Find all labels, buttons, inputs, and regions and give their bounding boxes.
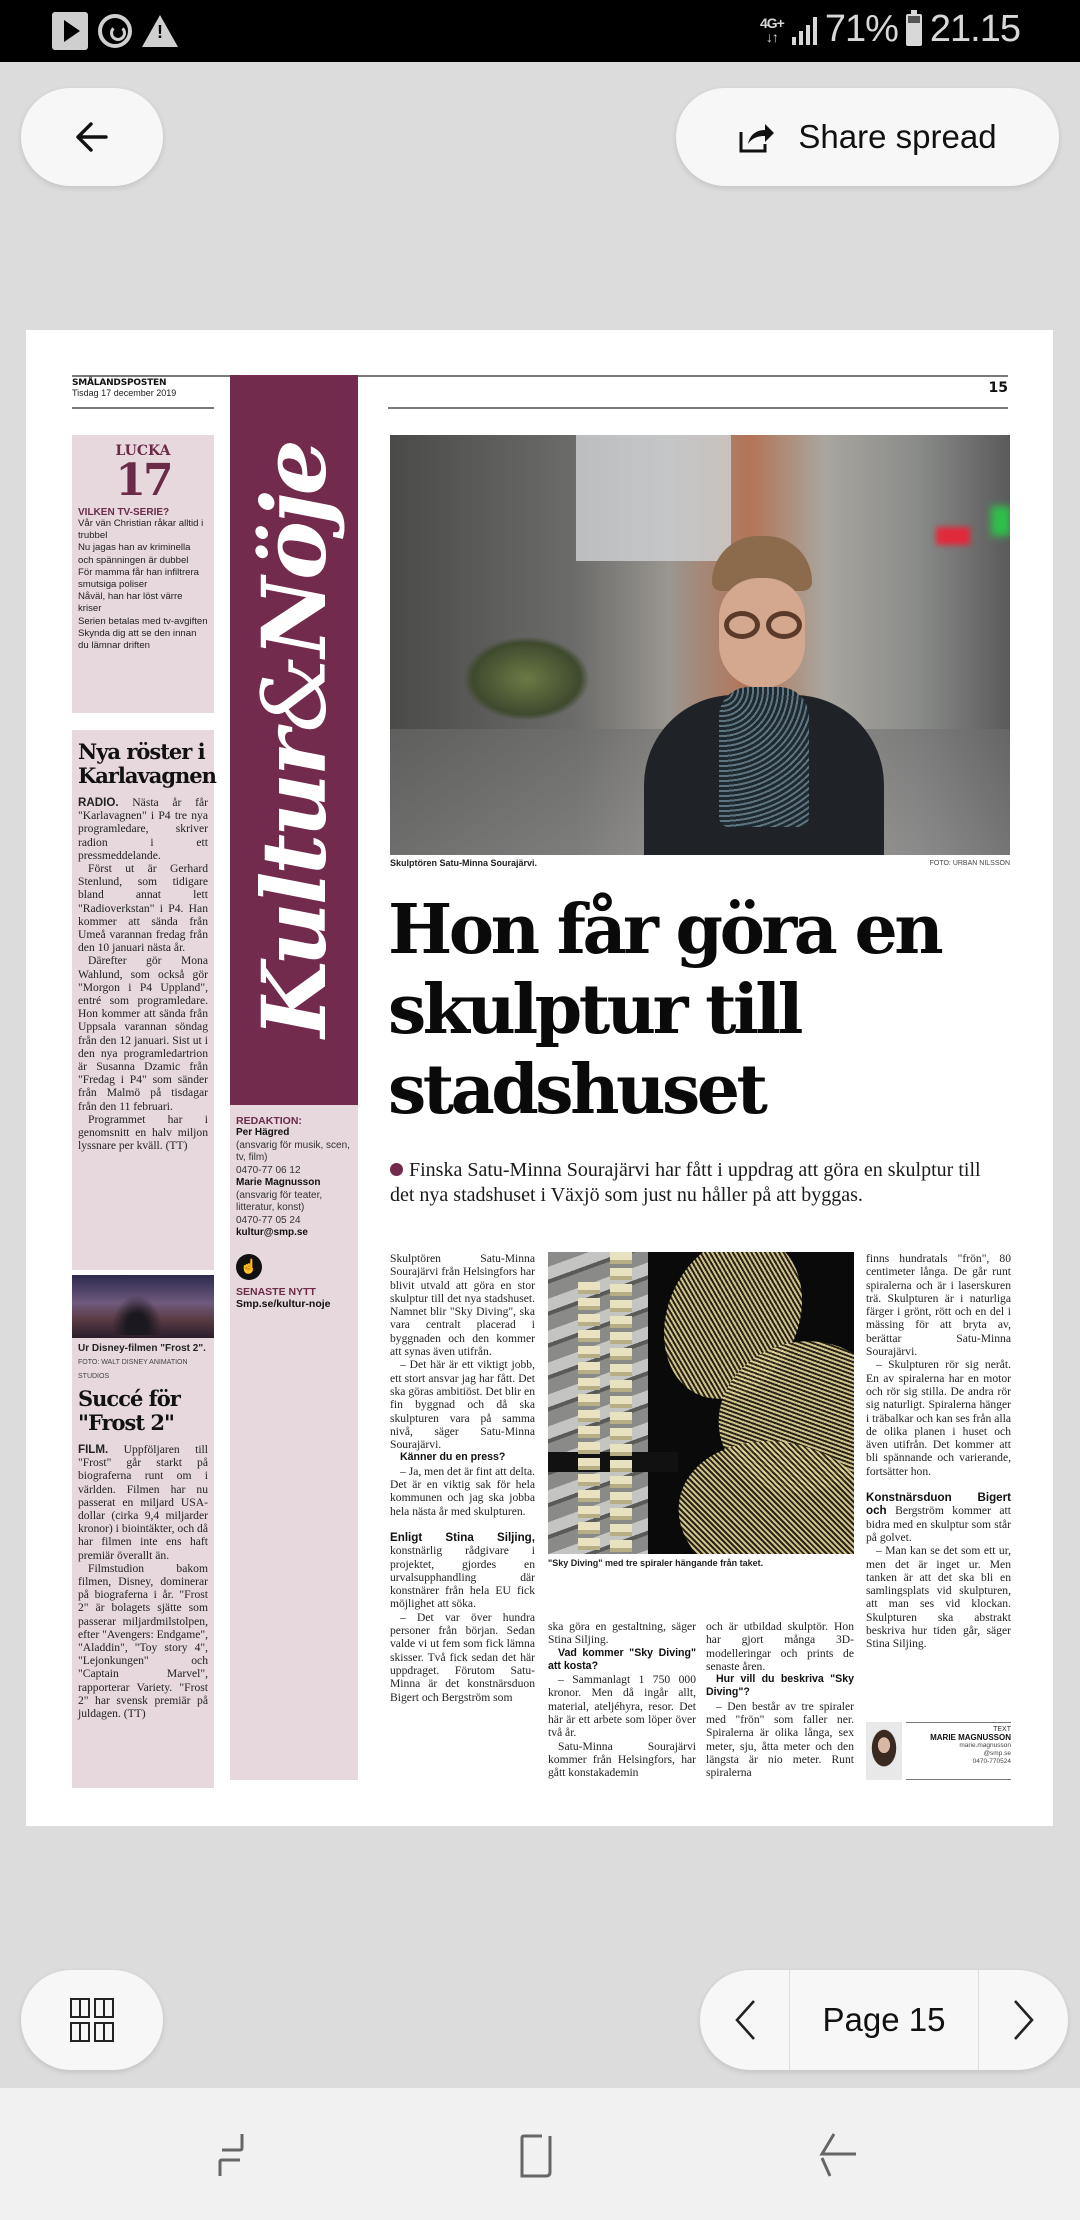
paragraph-gap (390, 1518, 535, 1531)
section-band (230, 375, 358, 1105)
article-main-photo[interactable] (390, 435, 1010, 855)
article-column-2 (548, 1620, 696, 1780)
chevron-left-icon (732, 1998, 758, 2042)
share-icon (738, 120, 776, 154)
author-name: MARIE MAGNUSSON (930, 1733, 1011, 1742)
chevron-right-icon (1011, 1998, 1037, 2042)
article-column-3 (706, 1620, 854, 1780)
article-paragraph: och är utbildad skulptör. Hon har gjort många 3D-modelleringar och prints de senaste åren. (706, 1620, 854, 1673)
page-indicator[interactable]: Page 15 (822, 2001, 946, 2038)
issue-date: Tisdag 17 december 2019 (72, 388, 177, 398)
editorial-contacts-inner (236, 1115, 354, 1310)
interview-question: Vad kommer "Sky Diving" att kosta? (548, 1646, 696, 1672)
interview-question: Känner du en press? (400, 1451, 506, 1464)
warning-icon: ! (142, 15, 178, 47)
share-spread-button[interactable] (676, 88, 1059, 186)
paragraph-gap (866, 1478, 1011, 1491)
byline-text (906, 1722, 1011, 1780)
article-paragraph: – Man kan se det som ett ur, men det är inget ur. Men tanken är att det ska bli en samlingsplats vid skulpturen, att man ses vid klockan. Skulpturen ska abstrakt beskriva hur tiden går, säger Stina Siljing. (866, 1544, 1011, 1651)
article-paragraph: – Den består av tre spiraler med "frön" som faller ner. Spiralerna är olika långa, sex meter, sju, åtta meter och den längsta är nio meter. Runt spiralerna (706, 1699, 854, 1780)
previous-page-button[interactable] (700, 1970, 790, 2070)
brief-paragraph: Programmet har i genomsnitt en halv miljon lyssnare per kväll. (TT) (78, 1112, 208, 1153)
network-label: 4G+ (759, 14, 784, 31)
article-paragraph: ska göra en gestaltning, säger Stina Siljing. (548, 1620, 696, 1647)
sky-diving-caption: "Sky Diving" med tre spiraler hängande från taket. (548, 1558, 764, 1568)
brief-radio-body (78, 796, 208, 1152)
section-ampersand: & (243, 657, 346, 733)
riddle-line: Skynda dig att se den innan du lämnar driften (78, 627, 197, 652)
article-paragraph: Satu-Minna Sourajärvi kommer från Helsingfors, har gått konstakademin (548, 1739, 696, 1780)
brief-film-headline: Succé för "Frost 2" (78, 1386, 180, 1435)
battery-icon (906, 14, 922, 46)
signal-icon (792, 15, 817, 45)
editor-phone: 0470-77 06 12 (236, 1164, 301, 1176)
article-paragraph: – Ja, men det är fint att delta. Det är en viktig sak för hela kommunen och jag ska jobba hela nästa år med skulpturen. (390, 1464, 535, 1518)
nav-back-button[interactable] (810, 2126, 870, 2186)
riddle-line: Serien betalas med tv-avgiften (78, 615, 208, 627)
status-bar (0, 0, 1080, 62)
sky-diving-image[interactable] (548, 1252, 854, 1554)
brief-paragraph: Filmstudion bakom filmen, Disney, dominerar på biograferna i år. "Frost 2" är bolagets sjätte som passerar miljardmilstolpen, efter "Avengers: Endgame", "Aladdin", "Toy story 4", "Lejonkungen" och "Captain Marvel", rapporterar Variety. "Frost 2" har svensk premiär på juldagen. (TT) (78, 1561, 208, 1721)
back-button[interactable] (21, 88, 163, 186)
frost-image-caption (78, 1342, 208, 1383)
brief-radio-headline: Nya röster i Karlavagnen (78, 739, 216, 788)
hand-pointer-icon: ☝ (236, 1254, 262, 1280)
article-column-4 (866, 1252, 1011, 1651)
lucka-question: VILKEN TV-SERIE? (78, 507, 170, 518)
battery-percent: 71% (824, 8, 898, 50)
paragraph-text: konstnärlig rådgivare i projektet, gjordes en urvalsupphandling där konstnärer från hela EU fick möjlighet att söka. (390, 1544, 535, 1611)
riddle-line: Vår vän Christian råkar alltid i trubbel (78, 518, 204, 542)
lucka-number: 17 (115, 455, 171, 506)
clock: 21.15 (929, 8, 1020, 50)
page-navigator (700, 1970, 1068, 2070)
home-button[interactable] (508, 2126, 568, 2186)
riddle-line: Nåväl, han har löst värre kriser (78, 591, 183, 615)
bullet-dot (390, 1163, 403, 1176)
newspaper-page[interactable] (26, 330, 1053, 1826)
main-photo-caption: Skulptören Satu-Minna Sourajärvi. (390, 858, 538, 868)
article-lead (390, 1158, 990, 1207)
article-headline: Hon får göra en skulptur till stadshuset (388, 890, 941, 1130)
editor-phone: 0470-77 05 24 (236, 1214, 301, 1226)
author-email-1: marie.magnusson (959, 1742, 1011, 1749)
brief-film-kicker: FILM. (78, 1443, 109, 1456)
status-notifications (52, 12, 178, 50)
brief-paragraph: Uppföljaren till "Frost" går starkt på biograferna runt om i världen. Filmen har nu passerat en miljard USA-dollar (cirka 9,4 miljarder kronor) i biointäkter, och då har filmen inte ens haft premiär överallt än. (78, 1443, 208, 1562)
paragraph-text: Bergström kommer att bidra med en skulptur som står på golvet. (866, 1504, 1011, 1544)
back-icon (816, 2130, 864, 2182)
author-email-2: @smp.se (983, 1750, 1011, 1757)
article-paragraph (390, 1531, 535, 1611)
brief-paragraph: Därefter gör Mona Wahlund, som också gör "Morgon i P4 Uppland", entré som programledare. Hon kommer att sända från Uppsala varannan söndag från den 12 januari. Sist ut i den nya programledartrion är Susanna Dzamic från "Fredag i P4" som sänder från Malmö på tisdagar från den 11 februari. (78, 954, 208, 1113)
paragraph-lead-in: Enligt Stina Siljing, (390, 1530, 535, 1544)
sync-icon (98, 14, 132, 48)
editor-name: Per Hägred (236, 1127, 290, 1138)
riddle-line: För mamma får han infiltrera smutsiga poliser (78, 566, 200, 591)
article-paragraph: – Det här är ett viktigt jobb, ett stort ansvar jag har fått. Det ska göras ambitiöst. Det blir en fin byggnad och då ska skulpturen vara på samma nivå, säger Satu-Minna Sourajärvi. (390, 1358, 535, 1452)
home-icon (514, 2130, 562, 2182)
latest-news-label: SENASTE NYTT (236, 1285, 316, 1298)
brief-paragraph: Först ut är Gerhard Stenlund, som tidigare bland annat lett "Radioverkstan" i P4. Han kommer att sända från Umeå varannan fredag från den 10 januari nästa år. (78, 862, 208, 955)
byline (866, 1722, 1011, 1780)
caption-text: Ur Disney-filmen "Frost 2". (78, 1343, 206, 1354)
interview-question: Hur vill du beskriva "Sky Diving"? (706, 1673, 854, 1699)
author-phone: 0470-770524 (972, 1758, 1011, 1765)
page-number: 15 (988, 380, 1008, 396)
share-spread-label: Share spread (798, 118, 997, 155)
redaktion-title: REDAKTION: (236, 1115, 302, 1127)
brief-paragraph: Nästa år får "Karlavagnen" i P4 tre nya programledare, skriver radion i ett pressmeddelande. (78, 796, 208, 862)
editor-name: Marie Magnusson (236, 1177, 321, 1188)
section-title (242, 442, 346, 1037)
page-overview-button[interactable] (21, 1970, 163, 2070)
main-photo-credit: FOTO: URBAN NILSSON (929, 860, 1010, 867)
mtv-play-icon (52, 12, 88, 50)
brief-radio (72, 730, 214, 1270)
frost-2-image[interactable] (72, 1275, 214, 1338)
article-paragraph: – Sammanlagt 1 750 000 kronor. Men då ingår allt, material, ateljéhyra, resor. Det här är ett arbete som löper över två år. (548, 1673, 696, 1740)
editorial-email: kultur@smp.se (236, 1227, 308, 1238)
masthead: SMÅLANDSPOSTEN (72, 378, 167, 388)
article-paragraph: Skulptören Satu-Minna Sourajärvi från Helsingfors har blivit utvald att göra en stor skulptur till det nya stadshuset. Namnet blir "Sky Diving", ska vara centralt placerad i byggnaden och den kommer att synas även utifrån. (390, 1252, 535, 1359)
status-system (760, 8, 1020, 51)
header-rule-top (72, 375, 1008, 377)
arrow-left-icon (72, 117, 112, 157)
brief-film (72, 1338, 214, 1788)
system-nav-bar (0, 2088, 1080, 2220)
paragraph-lead-in: Konstnärsduon Bigert och (866, 1491, 1011, 1518)
latest-news-url: Smp.se/kultur-noje (236, 1297, 331, 1310)
network-type: 4G+ ↓↑ (759, 14, 784, 45)
section-title-noje: Nöje (242, 442, 346, 658)
grid-view-icon (70, 1998, 114, 2042)
editor-role: (ansvarig för teater, litteratur, konst) (236, 1189, 323, 1213)
article-column-1 (390, 1252, 535, 1704)
article-paragraph (866, 1491, 1011, 1544)
editorial-contacts (230, 1105, 358, 1780)
photo-credit: FOTO: WALT DISNEY ANIMATION STUDIOS (78, 1359, 188, 1380)
author-photo (866, 1722, 902, 1780)
riddle-line: Nu jagas han av kriminella och spänningen är dubbel (78, 542, 191, 566)
article-paragraph: – Skulpturen rör sig neråt. En av spiralerna har en motor och rör sig stilla. De andra rör sig naturligt. Spiralerna hänger i träbalkar och kan ses från alla de olika planen i huset och även utifrån. Det kommer att bli spännande och varierande, fortsätter hon. (866, 1358, 1011, 1478)
advent-calendar-box (72, 435, 214, 713)
recent-apps-icon (212, 2130, 260, 2182)
brief-film-body (78, 1443, 208, 1720)
lead-text: Finska Satu-Minna Sourajärvi har fått i uppdrag att göra en skulptur till det nya stadshuset i Växjö som just nu håller på att byggas. (390, 1159, 981, 1206)
article-paragraph: – Det var över hundra personer från början. Sedan valde vi ut fem som fick lämna skisser. Två fick sedan det här uppdraget. Förutom Satu-Minna är det konstnärsduon Bigert och Bergström som (390, 1610, 535, 1704)
byline-label: TEXT (993, 1726, 1011, 1733)
section-title-kultur: Kultur (242, 732, 346, 1038)
brief-radio-kicker: RADIO. (78, 796, 119, 809)
next-page-button[interactable] (978, 1970, 1068, 2070)
header-rule-right (388, 407, 1008, 409)
recent-apps-button[interactable] (206, 2126, 266, 2186)
lucka-title: LUCKA (115, 443, 171, 459)
lucka-riddle (78, 518, 208, 652)
editor-role: (ansvarig för musik, scen, tv, film) (236, 1139, 350, 1163)
article-paragraph: finns hundratals "frön", 80 centimeter långa. De går runt spiralerna och är i laserskuren trä. Skulpturen är i naturliga färger i grönt, rött och en del i mässing för att bryta av, berättar Satu-Minna Sourajärvi. (866, 1252, 1011, 1359)
header-rule-left (72, 407, 214, 409)
